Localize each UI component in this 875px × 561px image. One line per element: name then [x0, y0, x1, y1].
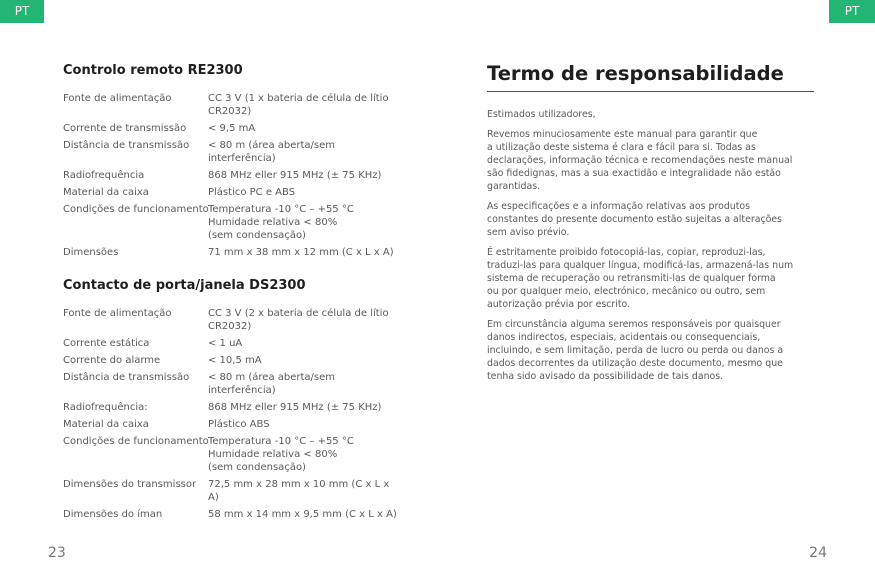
spec-label: Corrente estática: [63, 338, 150, 349]
spec-value: < 80 m (área aberta/sem interferência): [208, 140, 336, 164]
spec-row: [63, 169, 398, 182]
remote-spec-section: [63, 62, 398, 259]
spec-row: [63, 337, 398, 350]
spec-value: Plástico PC e ABS: [208, 187, 296, 198]
remote-spec-list: [63, 92, 398, 259]
contact-spec-section: [63, 277, 398, 521]
spec-row: [63, 186, 398, 199]
spec-value: < 80 m (área aberta/sem interferência): [208, 372, 336, 396]
spec-value: CC 3 V (1 x bateria de célula de lítio CR2032): [208, 93, 389, 117]
spec-label: Radiofrequência: [63, 170, 145, 181]
spec-row: [63, 401, 398, 414]
spec-label: Material da caixa: [63, 419, 149, 430]
language-tab-left: PT: [0, 0, 44, 23]
spec-label: Fonte de alimentação: [63, 308, 172, 319]
spec-label: Corrente de transmissão: [63, 123, 187, 134]
page-number-left: 23: [48, 545, 66, 561]
spec-label: Corrente do alarme: [63, 355, 161, 366]
spec-value: 72,5 mm x 28 mm x 10 mm (C x L x A): [208, 479, 390, 503]
spec-row: [63, 354, 398, 367]
spec-row: [63, 203, 398, 242]
spec-label: Condições de funcionamento: [63, 436, 209, 447]
spec-label: Distância de transmissão: [63, 372, 190, 383]
language-tab-right: PT: [829, 0, 875, 23]
spec-label: Fonte de alimentação: [63, 93, 172, 104]
spec-value: 868 MHz eller 915 MHz (± 75 KHz): [208, 170, 382, 181]
disclaimer-paragraph: É estritamente proibido fotocopiá-las, copiar, reproduzi-las, traduzi-las para qualquer língua, modificá-las, armazená-las num sistema de recuperação ou retransmiti-las de qualquer forma ou por qualquer meio, electrónico, mecânico ou outro, sem autorização prévia por escrito.: [487, 247, 794, 310]
spec-value: Plástico ABS: [208, 419, 270, 430]
remote-section-title: Controlo remoto RE2300: [63, 63, 243, 78]
spec-value: 868 MHz eller 915 MHz (± 75 KHz): [208, 402, 382, 413]
spec-row: [63, 122, 398, 135]
spec-label: Material da caixa: [63, 187, 149, 198]
spec-value: < 1 uA: [208, 338, 243, 349]
disclaimer-paragraph: Em circunstância alguma seremos responsáveis por quaisquer danos indirectos, especiais, acidentais ou consequenciais, incluindo, e sem limitação, perda de lucro ou perda ou danos a dados decorrentes da utilização deste documento, mesmo que tenha sido avisado da possibilidade de tais danos.: [487, 319, 784, 382]
spec-label: Condições de funcionamento: [63, 204, 209, 215]
spec-label: Dimensões: [63, 247, 119, 258]
spec-value: Temperatura -10 °C – +55 °C Humidade relativa < 80% (sem condensação): [208, 436, 354, 473]
spec-value: 71 mm x 38 mm x 12 mm (C x L x A): [208, 247, 394, 258]
spec-value: Temperatura -10 °C – +55 °C Humidade relativa < 80% (sem condensação): [208, 204, 354, 241]
spec-row: [63, 246, 398, 259]
spec-row: [63, 435, 398, 474]
contact-spec-list: [63, 307, 398, 521]
spec-row: [63, 139, 398, 165]
spec-value: CC 3 V (2 x bateria de célula de lítio CR2032): [208, 308, 389, 332]
spec-value: 58 mm x 14 mm x 9,5 mm (C x L x A): [208, 509, 397, 520]
spec-row: [63, 508, 398, 521]
spec-label: Distância de transmissão: [63, 140, 190, 151]
page-number-right: 24: [809, 545, 827, 561]
disclaimer-paragraph: As especificações e a informação relativas aos produtos constantes do presente documento estão sujeitas a alterações sem aviso prévio.: [487, 201, 782, 238]
spec-value: < 9,5 mA: [208, 123, 256, 134]
spec-label: Radiofrequência:: [63, 402, 148, 413]
disclaimer-column: [487, 60, 814, 390]
spec-row: [63, 92, 398, 118]
specifications-column: [63, 62, 398, 525]
spec-row: [63, 371, 398, 397]
spec-row: [63, 478, 398, 504]
disclaimer-title: Termo de responsabilidade: [487, 60, 814, 92]
spec-label: Dimensões do transmissor: [63, 479, 197, 490]
spec-value: < 10,5 mA: [208, 355, 262, 366]
disclaimer-paragraph: Estimados utilizadores,: [487, 109, 596, 120]
spec-row: [63, 418, 398, 431]
contact-section-title: Contacto de porta/janela DS2300: [63, 278, 306, 293]
spec-row: [63, 307, 398, 333]
spec-label: Dimensões do íman: [63, 509, 163, 520]
disclaimer-paragraph: Revemos minuciosamente este manual para garantir que a utilização deste sistema é clara e fácil para si. Todas as declarações, informação técnica e recomendações neste manual são fidedignas, mas a sua exactidão e integralidade não estão garantidas.: [487, 129, 793, 192]
